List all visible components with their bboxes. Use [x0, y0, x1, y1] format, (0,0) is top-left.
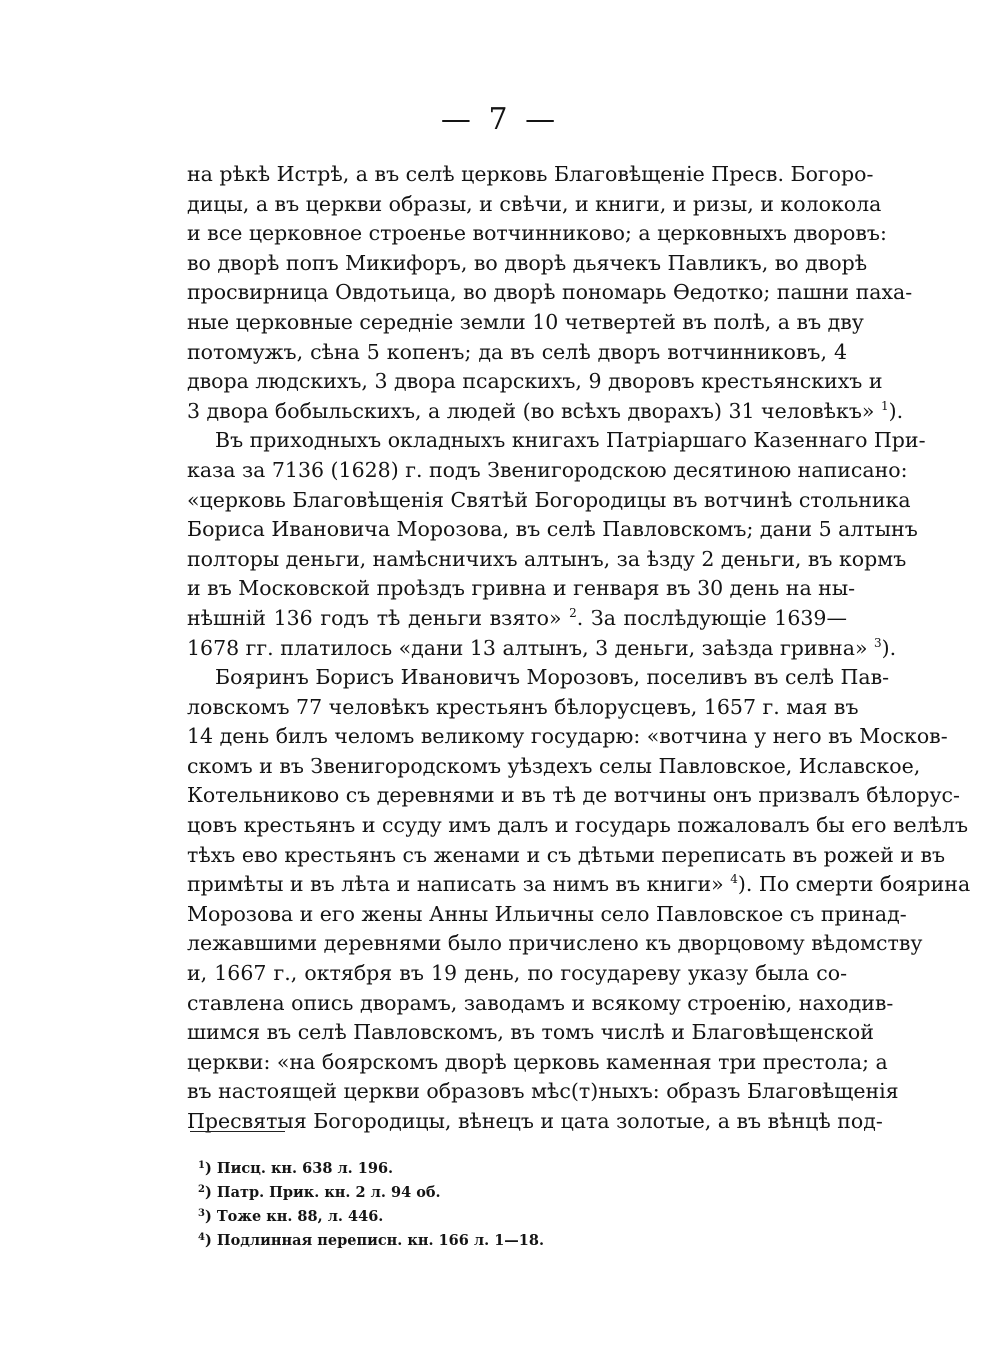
footnote-number: 1: [198, 1160, 205, 1171]
text-line: во дворѣ попъ Микифоръ, во дворѣ дьячекъ Павликъ, во дворѣ: [187, 250, 868, 275]
text-fragment: 3 двора бобыльскихъ, а людей (во всѣхъ дворахъ) 31 человѣкъ»: [187, 398, 875, 423]
text-line: просвирница Овдотьица, во дворѣ пономарь Ѳедотко; пашни паха-: [187, 280, 913, 305]
page-number: — 7 —: [440, 102, 560, 137]
text-line: [187, 870, 971, 900]
footnote-text: ) Писц. кн. 638 л. 196.: [204, 1160, 394, 1177]
footnote-marker-3: 3: [874, 635, 882, 650]
text-line: потомужъ, сѣна 5 копенъ; да въ селѣ дворъ вотчинниковъ, 4: [187, 339, 847, 364]
text-line: дицы, а въ церкви образы, и свѣчи, и книги, и ризы, и колокола: [187, 191, 882, 216]
footnote-2: [198, 1181, 758, 1205]
text-fragment: нѣшній 136 годъ тѣ деньги взято»: [187, 605, 562, 630]
text-line: ловскомъ 77 человѣкъ крестьянъ бѣлорусцевъ, 1657 г. мая въ: [187, 694, 859, 719]
text-line: въ настоящей церкви образовъ мѣс(т)ныхъ: образъ Благовѣщенія: [187, 1079, 899, 1104]
text-line: [187, 604, 847, 634]
footnote-marker-2: 2: [569, 605, 577, 620]
text-line: Котельниково съ деревнями и въ тѣ де вотчины онъ призвалъ бѣлорус-: [187, 783, 960, 808]
footnote-1: [198, 1157, 758, 1181]
text-fragment: 1678 гг. платилось «дани 13 алтынъ, 3 деньги, заѣзда гривна»: [187, 635, 868, 660]
text-line: и, 1667 г., октября въ 19 день, по государеву указу была со-: [187, 961, 847, 986]
text-fragment: ).: [888, 398, 904, 423]
text-line: лежавшими деревнями было причислено къ дворцовому вѣдомству: [187, 931, 923, 956]
footnote-text: ) Подлинная переписн. кн. 166 л. 1—18.: [204, 1232, 545, 1249]
text-line: «церковь Благовѣщенія Святѣй Богородицы въ вотчинѣ стольника: [187, 487, 911, 512]
text-line: тѣхъ ево крестьянъ съ женами и съ дѣтьми переписать въ рожей и въ: [187, 842, 946, 867]
text-fragment: ).: [881, 635, 897, 660]
footnote-text: ) Тоже кн. 88, л. 446.: [204, 1208, 384, 1225]
text-line: и въ Московской проѣздъ гривна и генваря въ 30 день на ны-: [187, 576, 856, 601]
text-line: на рѣкѣ Истрѣ, а въ селѣ церковь Благовѣщеніе Пресв. Богоро-: [187, 162, 874, 186]
text-line: скомъ и въ Звенигородскомъ уѣздехъ селы Павловское, Иславское,: [187, 753, 921, 778]
text-line: Пресвятыя Богородицы, вѣнецъ и цата золотые, а въ вѣнцѣ под-: [187, 1109, 883, 1133]
paragraph-1: [187, 160, 913, 426]
footnote-number: 3: [198, 1208, 205, 1219]
text-fragment: ). По смерти боярина: [737, 872, 971, 897]
footnote-3: [198, 1205, 758, 1229]
text-line: шимся въ селѣ Павловскомъ, въ томъ числѣ и Благовѣщенской: [187, 1020, 874, 1045]
footnote-text: ) Патр. Прик. кн. 2 л. 94 об.: [204, 1184, 441, 1201]
text-line: Морозова и его жены Анны Ильичны село Павловское съ принад-: [187, 901, 907, 926]
text-fragment: . За послѣдующіе 1639—: [576, 605, 847, 630]
text-line: церкви: «на боярскомъ дворѣ церковь каменная три престола; а: [187, 1049, 888, 1074]
footnote-marker-1: 1: [880, 398, 889, 413]
paragraph-3: [187, 663, 971, 1137]
footnotes: [198, 1157, 758, 1253]
text-line: каза за 7136 (1628) г. подъ Звенигородскою десятиною написано:: [187, 457, 908, 482]
text-line: цовъ крестьянъ и ссуду имъ далъ и государь пожаловалъ бы его велѣлъ: [187, 813, 969, 838]
text-line: Въ приходныхъ окладныхъ книгахъ Патріаршаго Казеннаго При-: [215, 428, 926, 453]
footnote-number: 4: [198, 1232, 205, 1243]
text-line: и все церковное строенье вотчинниково; а церковныхъ дворовъ:: [187, 221, 887, 246]
text-line: [187, 634, 897, 664]
footnote-number: 2: [198, 1184, 205, 1195]
paragraph-2: [187, 426, 926, 663]
text-line: [187, 397, 904, 427]
text-line: двора людскихъ, 3 двора псарскихъ, 9 дворовъ крестьянскихъ и: [187, 369, 883, 394]
text-line: ные церковные середніе земли 10 четвертей въ полѣ, а въ дву: [187, 309, 864, 334]
text-line: 14 день билъ челомъ великому государю: «вотчина у него въ Москов-: [187, 724, 948, 749]
text-fragment: примѣты и въ лѣта и написать за нимъ въ книги»: [187, 872, 724, 897]
text-line: ставлена опись дворамъ, заводамъ и всякому строенію, находив-: [187, 990, 894, 1015]
text-line: полторы деньги, намѣсничихъ алтынъ, за ѣзду 2 деньги, въ кормъ: [187, 546, 907, 571]
footnote-separator: [190, 1131, 285, 1132]
text-line: Бояринъ Борисъ Ивановичъ Морозовъ, поселивъ въ селѣ Пав-: [215, 665, 890, 690]
text-line: Бориса Ивановича Морозова, въ селѣ Павловскомъ; дани 5 алтынъ: [187, 517, 918, 542]
footnote-4: [198, 1229, 758, 1253]
footnote-marker-4: 4: [730, 872, 738, 887]
main-text: [187, 160, 971, 1137]
